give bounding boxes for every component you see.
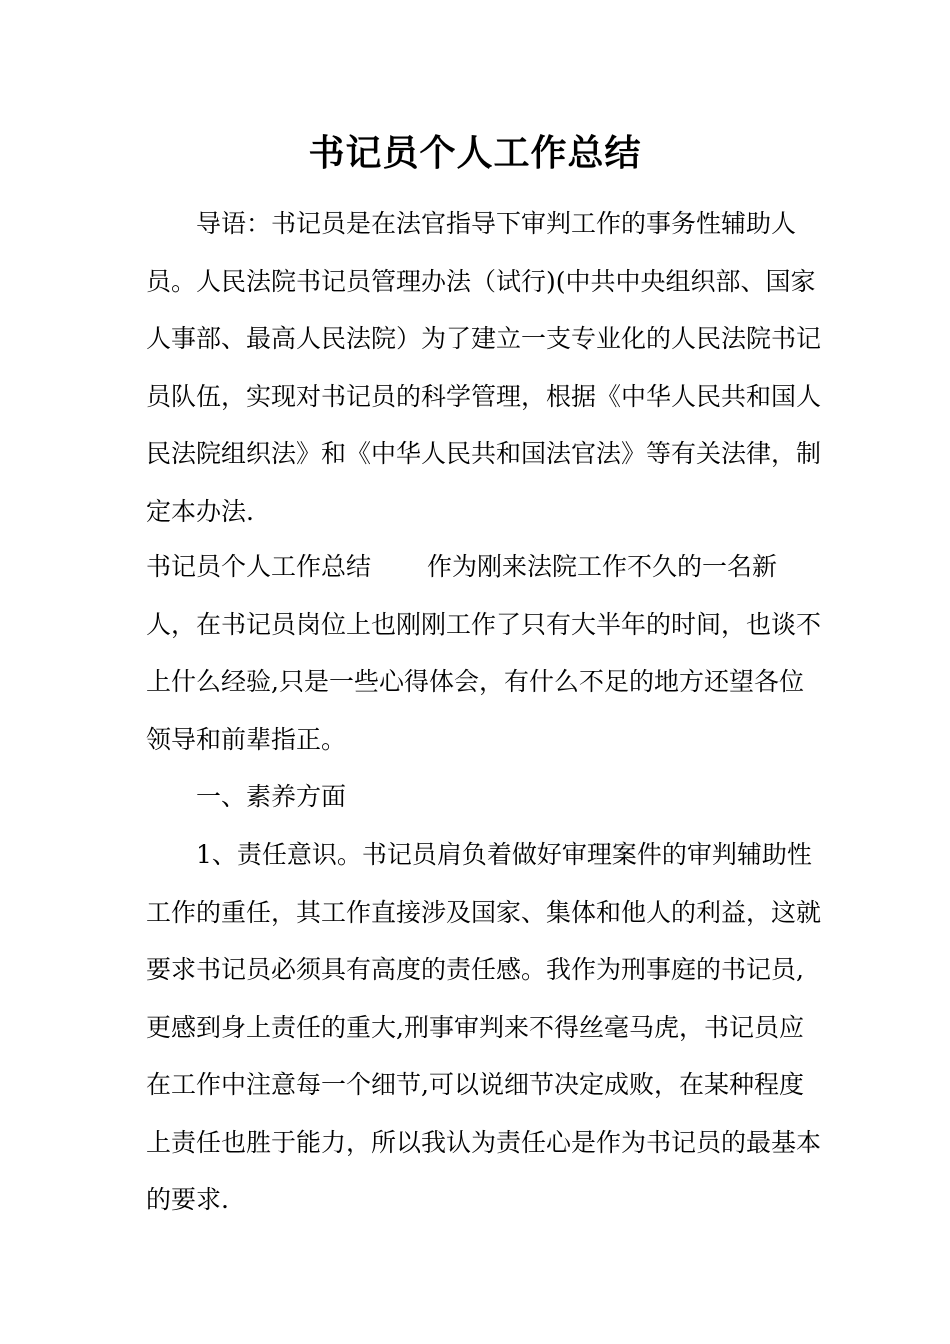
item-paragraph: 1、责任意识。书记员肩负着做好审理案件的审判辅助性工作的重任，其工作直接涉及国家、集体和他人的利益，这就要求书记员必须具有高度的责任感。我作为刑事庭的书记员,更感到身上责任的重大,刑事审判来不得丝毫马虎，书记员应在工作中注意每一个细节,可以说细节决定成败，在某种程度上责任也胜于能力，所以我认为责任心是作为书记员的最基本的要求. (146, 840, 822, 1214)
intro-paragraph: 导语：书记员是在法官指导下审判工作的事务性辅助人员。人民法院书记员管理办法（试行)(中共中央组织部、国家人事部、最高人民法院）为了建立一支专业化的人民法院书记员队伍，实现对书记员的科学管理，根据《中华人民共和国人民法院组织法》和《中华人民共和国法官法》等有关法律，制定本办法. (146, 209, 822, 526)
section-heading: 一、素养方面 (196, 782, 347, 811)
document-title: 书记员个人工作总结 (308, 132, 642, 174)
summary-paragraph (146, 538, 826, 768)
summary-label: 书记员个人工作总结 (146, 552, 372, 581)
summary-body: 作为刚来法院工作不久的一名新人，在书记员岗位上也刚刚工作了只有大半年的时间，也谈不上什么经验,只是一些心得体会，有什么不足的地方还望各位领导和前辈指正。 (146, 552, 822, 754)
